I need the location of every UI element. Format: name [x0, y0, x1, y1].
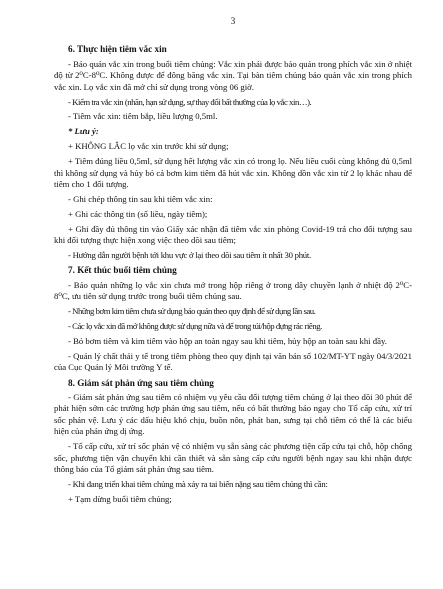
section-7-paragraph-safety-box: - Bỏ bơm tiêm và kim tiêm vào hộp an toàn ngay sau khi tiêm, hủy hộp an toàn sau khi đầy. — [68, 335, 387, 346]
section-6-paragraph-record-info: + Ghi các thông tin (số liều, ngày tiêm); — [68, 208, 208, 219]
section-6-heading: 6. Thực hiện tiêm vắc xin — [68, 44, 167, 55]
section-7-paragraph-opened: - Các lọ vắc xin đã mở không được sử dụng nữa và để trong túi/hộp đựng rác riêng. — [68, 321, 322, 332]
section-6-paragraph-inject: - Tiêm vắc xin: tiêm bắp, liều lượng 0,5ml. — [68, 111, 218, 122]
section-8-heading: 8. Giám sát phản ứng sau tiêm chủng — [68, 377, 214, 388]
section-6-paragraph-no-shake: + KHÔNG LẮC lọ vắc xin trước khi sử dụng; — [68, 141, 229, 152]
section-6-paragraph-record: - Ghi chép thông tin sau khi tiêm vắc xin: — [68, 193, 213, 204]
section-6-paragraph-check: - Kiểm tra vắc xin (nhãn, hạn sử dụng, sự thay đổi bất thường của lọ vắc xin…). — [68, 96, 312, 107]
section-8-paragraph-pause: + Tạm dừng buổi tiêm chủng; — [68, 493, 172, 504]
page-number: 3 — [230, 16, 236, 26]
section-6-paragraph-storage: - Bảo quản vắc xin trong buổi tiêm chủng: Vắc xin phải được bảo quản trong phích vắc xin ở nhiệt độ từ 2⁰C-8⁰C. Không được để đông băng vắc xin. Tại bàn tiêm chủng bảo quản vắc xin trong phích vắc xin. Lọ vắc xin đã mở chỉ sử dụng trong vòng 06 giờ. — [54, 58, 412, 92]
section-8-paragraph-severe-event: - Khi đang triển khai tiêm chủng mà xảy ra tai biến nặng sau tiêm chủng thì cần: — [68, 478, 328, 489]
section-8-paragraph-emergency-team: - Tổ cấp cứu, xử trí sốc phản vệ có nhiệm vụ sẵn sàng các phương tiện cấp cứu tại chỗ, hộp chống sốc, phương tiện vận chuyển khi cần thiết và sẵn sàng cấp cứu người bệnh ngay sau khi nhận được thông báo của Tổ giám sát phản ứng sau tiêm. — [54, 441, 412, 474]
section-8-paragraph-monitoring: - Giám sát phản ứng sau tiêm có nhiệm vụ yêu cầu đối tượng tiêm chủng ở lại theo dõi 30 phút để phát hiện sớm các trường hợp phản ứng sau tiêm, nếu có bất thường báo ngay cho Tổ cấp cứu, xử trí sốc phản vệ. Lưu ý các dấu hiệu khó chịu, buồn nôn, phát ban, sưng tại chỗ tiêm có thể là các biểu hiện của phản ứng dị ứng. — [54, 392, 412, 437]
section-6-paragraph-certificate: + Ghi đầy đủ thông tin vào Giấy xác nhận đã tiêm vắc xin phòng Covid-19 trả cho đối tượng sau khi đối tượng thực hiện xong việc theo dõi sau tiêm; — [54, 223, 412, 246]
section-7-paragraph-unopened: - Bảo quản những lọ vắc xin chưa mở trong hộp riêng ở trong dây chuyền lạnh ở nhiệt độ 2⁰C-8⁰C, ưu tiên sử dụng trước trong buổi tiêm chủng sau. — [54, 279, 412, 302]
section-7-heading: 7. Kết thúc buổi tiêm chủng — [68, 265, 177, 276]
section-7-paragraph-waste: - Quản lý chất thải y tế trong tiêm phòng theo quy định tại văn bản số 102/MT-YT ngày 04/3/2021 của Cục Quản lý Môi trường Y tế. — [54, 350, 412, 373]
section-6-paragraph-observe: - Hướng dẫn người bệnh tới khu vực ở lại theo dõi sau tiêm ít nhất 30 phút. — [68, 250, 311, 260]
section-7-paragraph-syringes: - Những bơm kim tiêm chưa sử dụng bảo quản theo quy định để sử dụng lần sau. — [68, 306, 316, 317]
section-6-paragraph-dose: + Tiêm đúng liều 0,5ml, sử dụng hết lượng vắc xin có trong lọ. Nếu liều cuối cùng không đủ 0,5ml thì không sử dụng và hủy bỏ cả bơm kim tiêm đã hút vắc xin. Không dồn vắc xin từ 2 lọ khác nhau để tiêm cho 1 đối tượng. — [54, 156, 412, 189]
section-6-note-label: * Lưu ý: — [68, 126, 99, 137]
